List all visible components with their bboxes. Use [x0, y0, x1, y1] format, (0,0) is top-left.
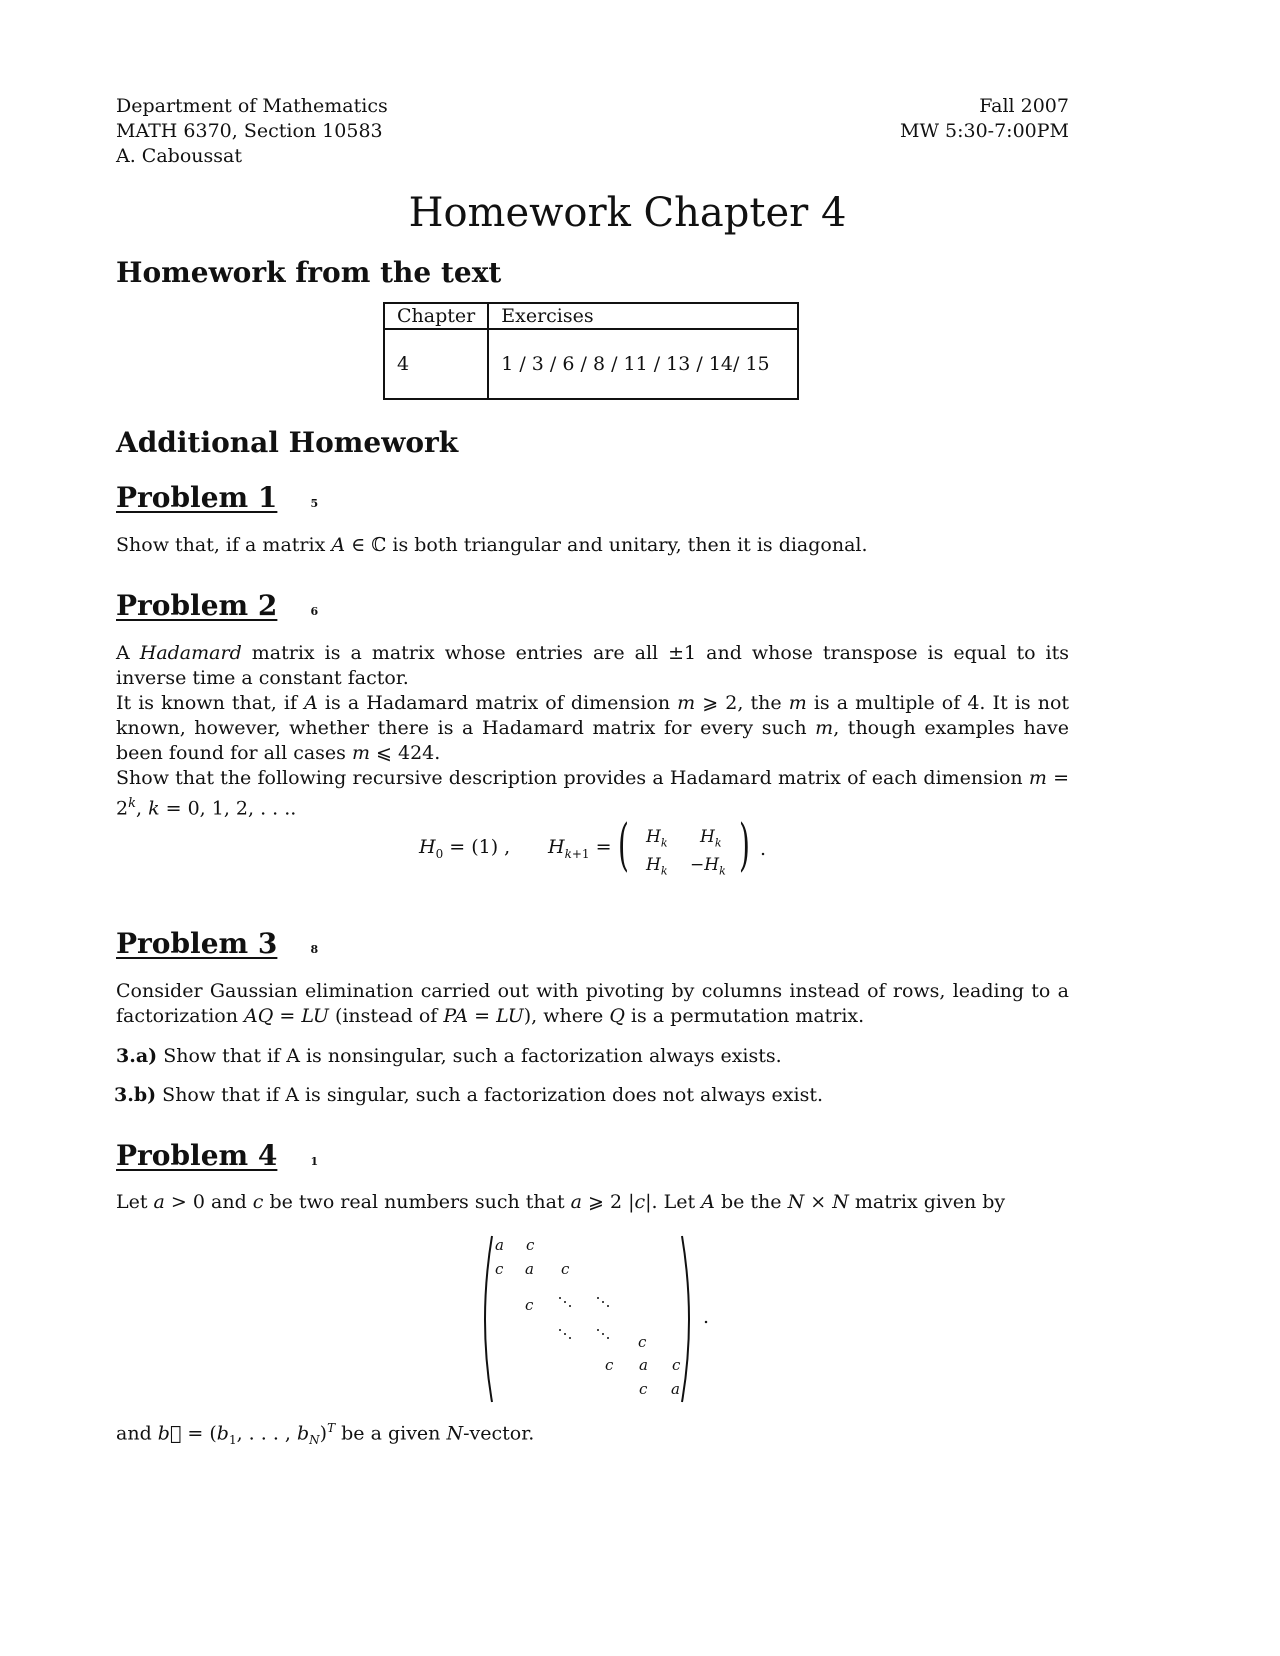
course-code: MATH 6370, Section 10583 — [116, 120, 383, 142]
problem-4-heading — [116, 1139, 318, 1172]
problem-number: 1 — [310, 1155, 319, 1168]
table-cell-exercises: 1 / 3 / 6 / 8 / 11 / 13 / 14/ 15 — [488, 329, 798, 399]
svg-text:a: a — [525, 1260, 534, 1278]
course-info — [116, 94, 388, 169]
instructor: A. Caboussat — [116, 145, 242, 167]
problem-3-text: Consider Gaussian elimination carried out with pivoting by columns instead of rows, leading to a factorization AQ = LU (instead of PA = LU), where Q is a permutation matrix. — [116, 980, 1069, 1027]
matrix-left-bracket — [485, 1236, 492, 1402]
problem-2-text: A Hadamard matrix is a matrix whose entries are all ±1 and whose transpose is equal to its inverse time a constant factor. It is known that, if A is a Hadamard matrix of dimension m ⩾ 2, the m is a multiple of 4. It is not known, however, whether there is a Hadamard matrix for every such m, though examples have been found for all cases m ⩽ 424. Show that the following recursive description provides a Hadamard matrix of each dimension $m = 2^k$, k = 0, 1, 2, . . .. — [116, 642, 1070, 820]
svg-text:a: a — [639, 1356, 648, 1374]
problem-2-heading — [116, 589, 318, 622]
svg-text:c: c — [672, 1356, 681, 1374]
table-cell-chapter: 4 — [384, 329, 488, 399]
meeting-time: MW 5:30-7:00PM — [899, 120, 1069, 142]
tridiagonal-matrix — [478, 1232, 718, 1407]
right-paren: ) — [739, 813, 750, 878]
svg-text:c: c — [561, 1260, 570, 1278]
svg-text:c: c — [495, 1260, 504, 1278]
svg-text:a: a — [671, 1380, 680, 1398]
svg-text:c: c — [638, 1333, 647, 1351]
svg-text:c: c — [639, 1380, 648, 1398]
svg-text:a: a — [495, 1236, 504, 1254]
semester: Fall 2007 — [979, 95, 1069, 117]
matrix-period: . — [703, 1306, 710, 1328]
svg-text:c: c — [605, 1356, 614, 1374]
problem-1-heading — [116, 481, 318, 514]
hadamard-matrix: $H_k$ $H_k$ $H_k -H_k$ — [646, 827, 726, 878]
problem-3-heading — [116, 927, 318, 960]
problem-4-text: Let a > 0 and c be two real numbers such that a ⩾ 2 |c|. Let A be the N × N matrix given by — [116, 1191, 1006, 1213]
section-heading-additional: Additional Homework — [116, 426, 459, 459]
problem-4-vector: and b⃗ = ($b_1$, . . . , $b_N)^T$ be a given N-vector. — [116, 1421, 535, 1448]
problem-number: 8 — [310, 943, 319, 956]
svg-text:c: c — [525, 1296, 534, 1314]
table-header-exercises: Exercises — [488, 303, 798, 329]
department: Department of Mathematics — [116, 95, 388, 117]
part-text: Show that if A is singular, such a factorization does not always exist. — [162, 1084, 823, 1106]
schedule-info — [900, 94, 1069, 144]
period: . — [760, 838, 767, 860]
problem-number: 6 — [310, 605, 319, 618]
problem-3b — [114, 1083, 823, 1108]
part-label: 3.b) — [114, 1084, 157, 1106]
left-paren: ( — [618, 813, 629, 878]
section-heading-text: Homework from the text — [116, 256, 502, 289]
matrix-right-bracket — [682, 1236, 689, 1402]
problem-title: Problem 2 — [116, 589, 278, 622]
problem-title: Problem 1 — [116, 481, 278, 514]
problem-number: 5 — [310, 497, 319, 510]
problem-3a — [116, 1044, 782, 1069]
table-header-chapter: Chapter — [384, 303, 488, 329]
part-text: Show that if A is nonsingular, such a factorization always exists. — [163, 1045, 782, 1067]
hadamard-h0: $H_0 = (1)$ , — [419, 836, 511, 861]
page-title: Homework Chapter 4 — [408, 190, 847, 236]
problem-title: Problem 3 — [116, 927, 278, 960]
problem-1-text: Show that, if a matrix A ∈ ℂ is both triangular and unitary, then it is diagonal. — [116, 534, 868, 556]
problem-title: Problem 4 — [116, 1139, 278, 1172]
part-label: 3.a) — [116, 1045, 158, 1067]
exercise-table — [383, 302, 799, 400]
svg-text:c: c — [526, 1236, 535, 1254]
hadamard-hk1: $H_{k+1}$ = — [548, 836, 612, 861]
